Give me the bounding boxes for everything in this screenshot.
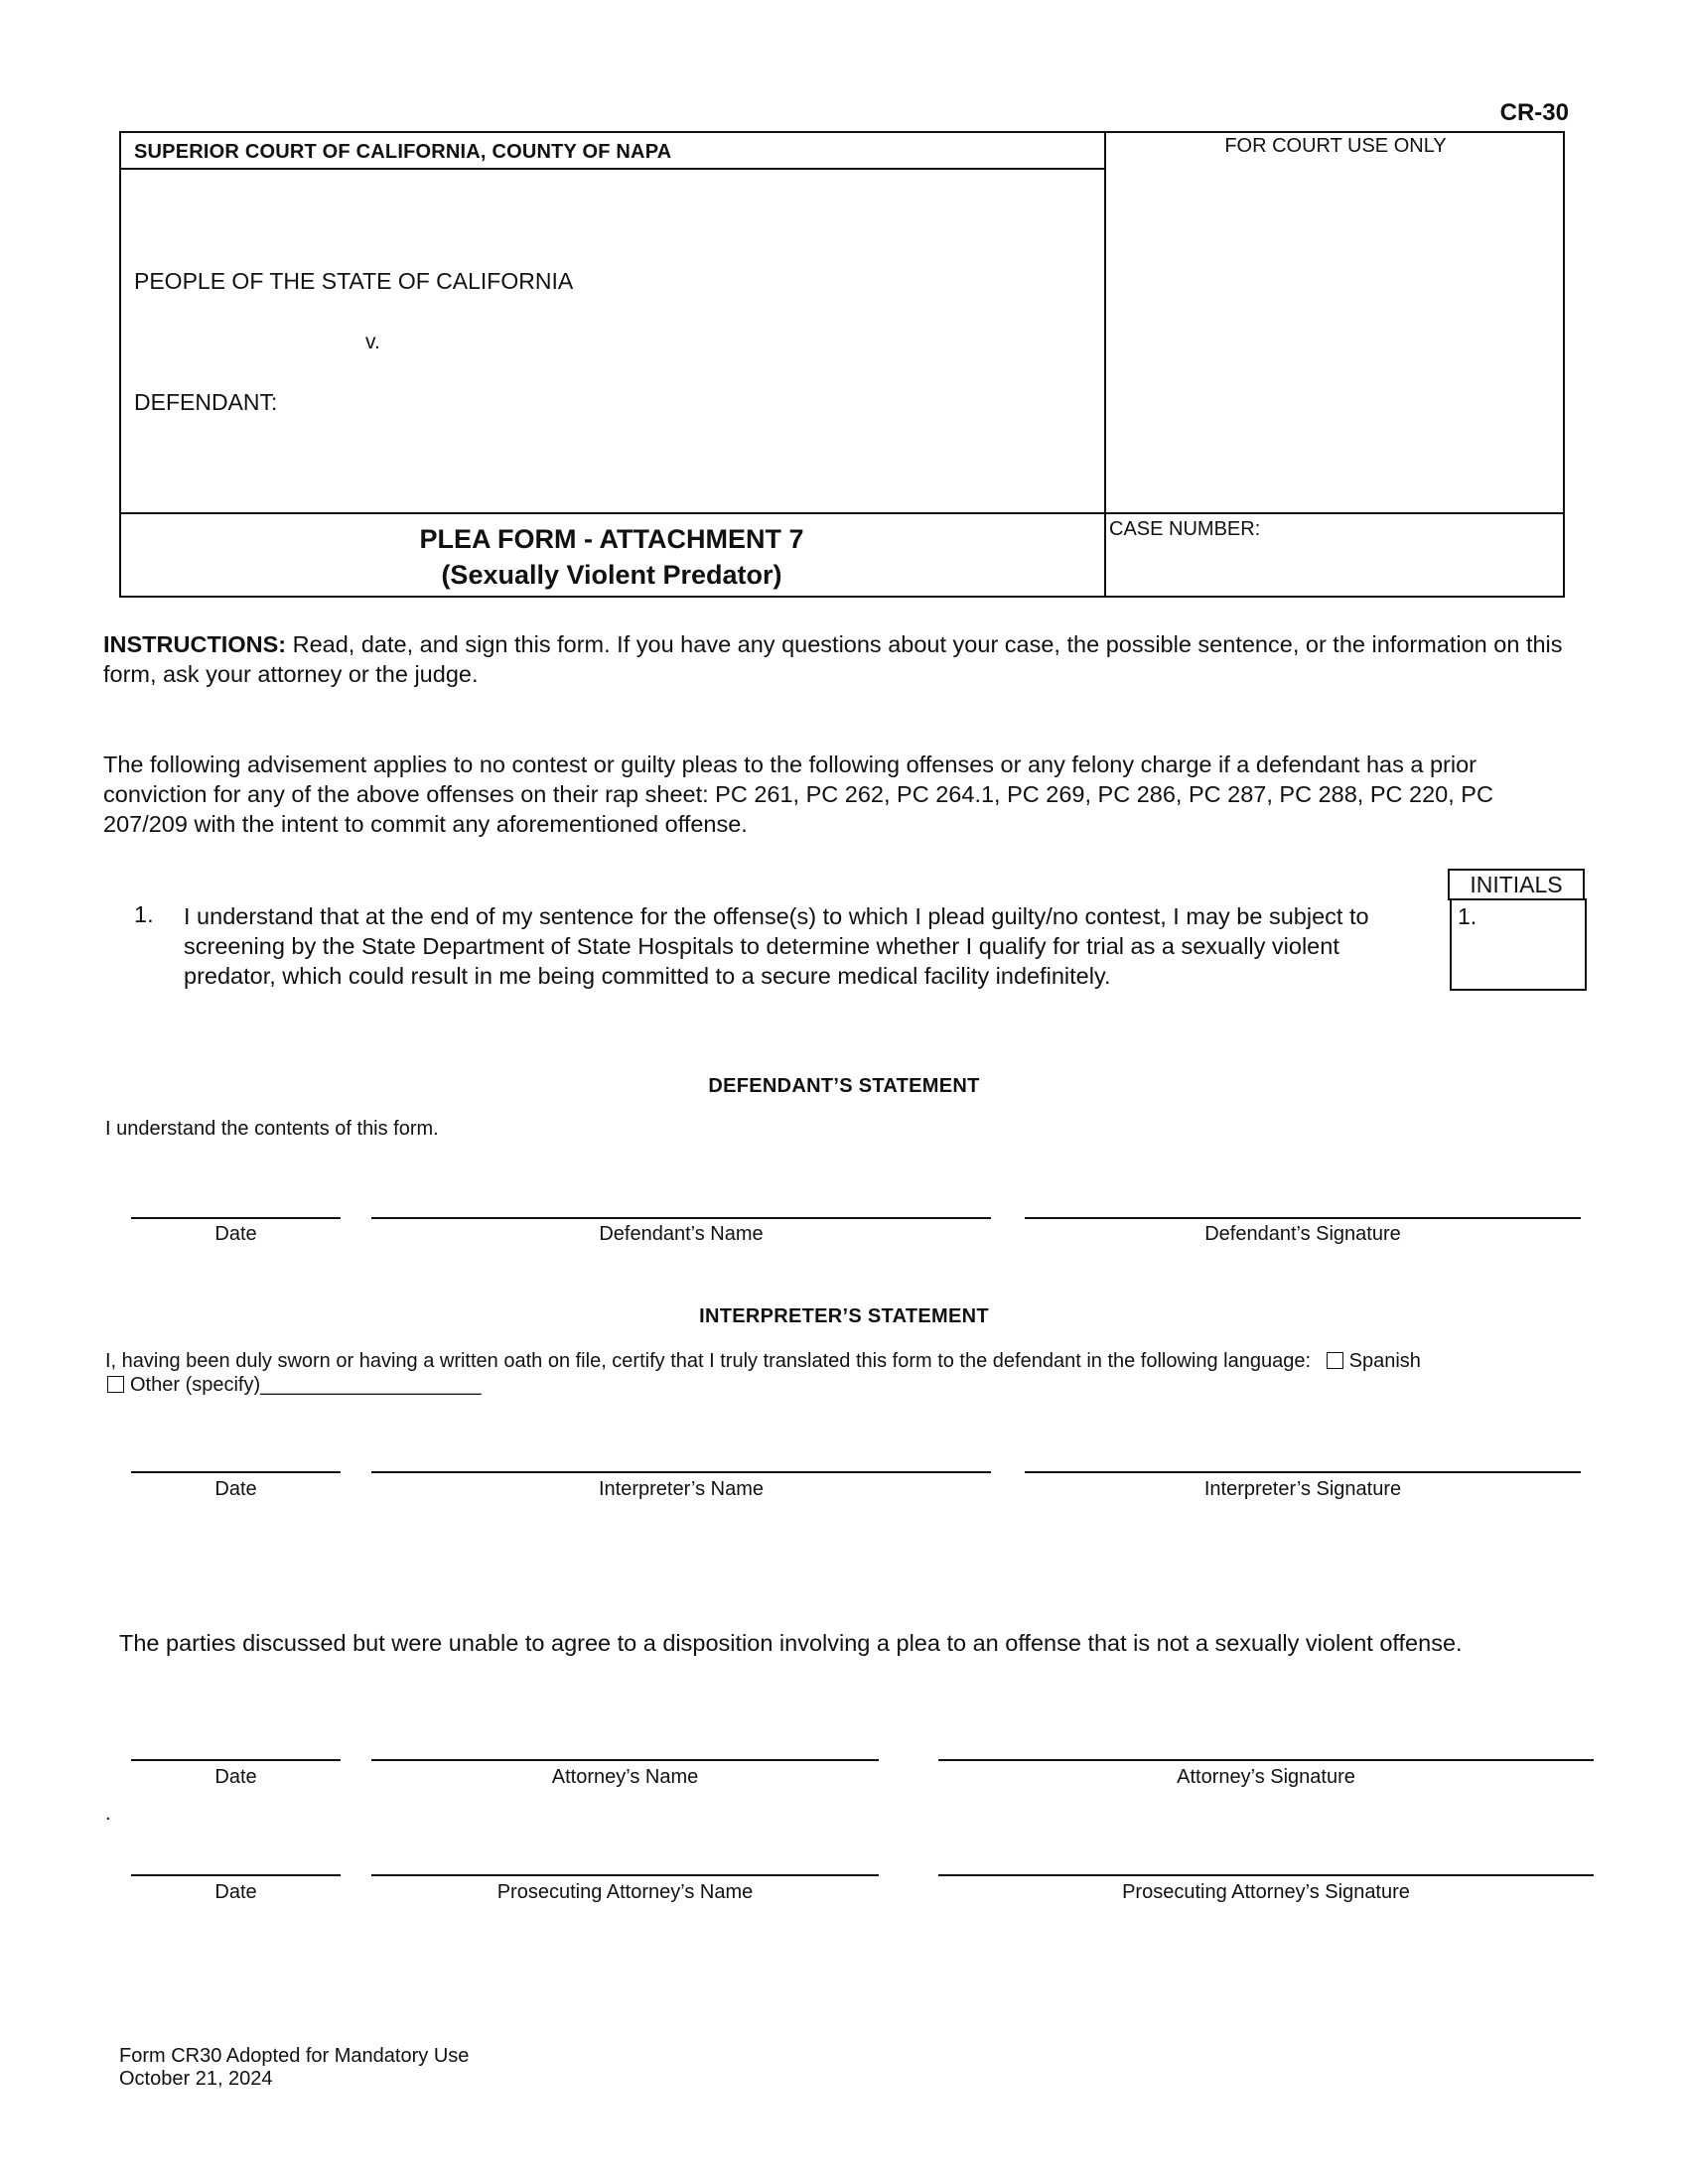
form-id: CR-30: [1499, 99, 1569, 126]
item-1-number: 1.: [134, 901, 154, 927]
defendant-signature-label: Defendant’s Signature: [1204, 1223, 1401, 1245]
defendant-signature-line[interactable]: [1025, 1217, 1581, 1219]
attorney-name-line[interactable]: [371, 1759, 879, 1761]
instructions: [103, 629, 1573, 689]
attorney-signature-line[interactable]: [938, 1759, 1594, 1761]
parties-statement: The parties discussed but were unable to agree to a disposition involving a plea to an offense that is not a sexually violent offense.: [119, 1630, 1463, 1656]
footer: [119, 2045, 469, 2091]
spanish-checkbox[interactable]: [1327, 1352, 1343, 1369]
versus-label: v.: [365, 331, 380, 353]
defendant-date-line[interactable]: [131, 1217, 341, 1219]
other-language-blank[interactable]: ____________________: [260, 1374, 482, 1396]
spanish-label: Spanish: [1348, 1350, 1421, 1372]
attorney-name-label: Attorney’s Name: [551, 1766, 699, 1788]
court-name-divider: [119, 168, 1106, 170]
interpreter-date-label: Date: [214, 1478, 257, 1500]
defendant-name-label: Defendant’s Name: [599, 1223, 764, 1245]
court-use-only-label: FOR COURT USE ONLY: [1224, 135, 1447, 157]
other-language-row: [107, 1374, 482, 1397]
interpreter-date-line[interactable]: [131, 1471, 341, 1473]
initials-field-1[interactable]: 1.: [1450, 898, 1587, 991]
attorney-date-label: Date: [214, 1766, 257, 1788]
initials-header: INITIALS: [1448, 869, 1585, 900]
attorney-date-line[interactable]: [131, 1759, 341, 1761]
caption-divider-vertical: [1104, 131, 1106, 598]
plaintiff-label: PEOPLE OF THE STATE OF CALIFORNIA: [134, 268, 574, 294]
item-1-text: I understand that at the end of my sentence for the offense(s) to which I plead guilty/no contest, I may be subject to screening by the State Department of State Hospitals to determine whether I qualify for trial as a sexually violent predator, which could result in me being committed to a secure medical facility indefinitely.: [184, 903, 1369, 989]
stray-mark: .: [105, 1803, 111, 1825]
attorney-signature-label: Attorney’s Signature: [1177, 1766, 1355, 1788]
instructions-text: Read, date, and sign this form. If you have any questions about your case, the possible sentence, or the information on this form, ask your attorney or the judge.: [103, 631, 1563, 687]
instructions-label: INSTRUCTIONS:: [103, 631, 287, 657]
prosecutor-signature-line[interactable]: [938, 1874, 1594, 1876]
advisement-text: The following advisement applies to no contest or guilty pleas to the following offenses or any felony charge if a defendant has a prior conviction for any of the above offenses on their rap sheet: PC 261, PC 262, PC 264.1, PC 269, PC 286, PC 287, PC 288, PC 220, PC 207/209 with the intent to commit any aforementioned offense.: [103, 751, 1493, 837]
prosecutor-date-label: Date: [214, 1881, 257, 1903]
title-divider: [119, 512, 1565, 514]
defendant-date-label: Date: [214, 1223, 257, 1245]
interpreter-name-label: Interpreter’s Name: [599, 1478, 764, 1500]
interpreter-signature-label: Interpreter’s Signature: [1203, 1478, 1402, 1500]
defendant-label[interactable]: DEFENDANT:: [134, 389, 278, 415]
other-language-label: Other (specify): [130, 1374, 261, 1396]
other-language-checkbox[interactable]: [107, 1376, 124, 1393]
footer-line1: Form CR30 Adopted for Mandatory Use: [119, 2045, 470, 2067]
interpreter-statement-text: I, having been duly sworn or having a written oath on file, certify that I truly translated this form to the defendant in the following language:: [105, 1350, 1312, 1372]
footer-line2: October 21, 2024: [119, 2068, 273, 2090]
defendant-statement-text: I understand the contents of this form.: [105, 1118, 439, 1140]
prosecutor-name-label: Prosecuting Attorney’s Name: [496, 1881, 754, 1903]
prosecutor-name-line[interactable]: [371, 1874, 879, 1876]
form-title: [119, 521, 1104, 593]
form-title-line2: (Sexually Violent Predator): [441, 560, 782, 590]
interpreter-statement: [105, 1350, 1595, 1373]
form-title-line1: PLEA FORM - ATTACHMENT 7: [419, 524, 804, 554]
interpreter-statement-heading: INTERPRETER’S STATEMENT: [699, 1305, 989, 1327]
defendant-name-line[interactable]: [371, 1217, 991, 1219]
interpreter-name-line[interactable]: [371, 1471, 991, 1473]
case-number-field[interactable]: CASE NUMBER:: [1109, 518, 1261, 540]
interpreter-signature-line[interactable]: [1025, 1471, 1581, 1473]
prosecutor-date-line[interactable]: [131, 1874, 341, 1876]
prosecutor-signature-label: Prosecuting Attorney’s Signature: [1122, 1881, 1410, 1903]
defendant-statement-heading: DEFENDANT’S STATEMENT: [708, 1075, 980, 1097]
court-name: SUPERIOR COURT OF CALIFORNIA, COUNTY OF NAPA: [134, 141, 672, 163]
